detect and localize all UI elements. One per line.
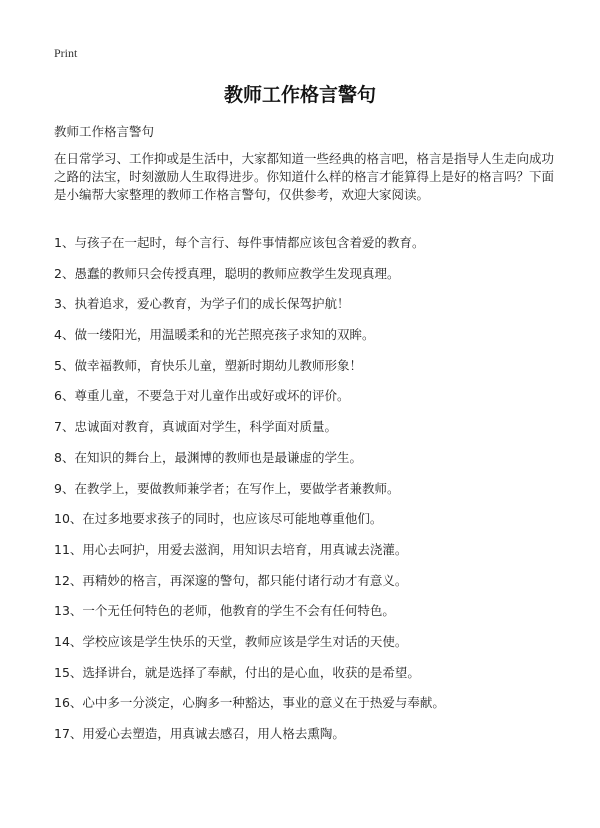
quote-item: 10、在过多地要求孩子的同时，也应该尽可能地尊重他们。 [54, 511, 383, 527]
quote-item: 16、心中多一分淡定，心胸多一种豁达，事业的意义在于热爱与奉献。 [54, 695, 445, 711]
quote-item: 3、执着追求，爱心教育，为学子们的成长保驾护航！ [54, 296, 350, 312]
quote-item: 17、用爱心去塑造，用真诚去感召，用人格去熏陶。 [54, 726, 345, 741]
quote-item: 11、用心去呵护，用爱去滋润，用知识去培育，用真诚去浇灌。 [54, 541, 408, 557]
quote-item: 7、忠诚面对教育，真诚面对学生，科学面对质量。 [54, 419, 337, 435]
intro-paragraph: 在日常学习、工作抑或是生活中，大家都知道一些经典的格言吧，格言是指导人生走向成功之路的法宝，时刻激励人生取得进步。你知道什么样的格言才能算得上是好的格言吗？下面是小编帮大家整理的教师工作格言警句，仅供参考，欢迎大家阅读。 [54, 151, 555, 202]
quote-item: 6、尊重儿童，不要急于对儿童作出或好或坏的评价。 [54, 388, 350, 404]
quote-item: 9、在教学上，要做教师兼学者；在写作上，要做学者兼教师。 [54, 480, 400, 496]
quote-item: 5、做幸福教师，育快乐儿童，塑新时期幼儿教师形象！ [54, 357, 362, 373]
article-subtitle: 教师工作格言警句 [54, 124, 155, 139]
quote-item: 8、在知识的舞台上，最渊博的教师也是最谦虚的学生。 [54, 449, 362, 465]
quote-item: 12、再精妙的格言，再深邃的警句，都只能付诸行动才有意义。 [54, 572, 408, 588]
quote-item: 2、愚蠢的教师只会传授真理，聪明的教师应教学生发现真理。 [54, 265, 400, 281]
quote-list [54, 234, 574, 756]
quote-item: 13、一个无任何特色的老师，他教育的学生不会有任何特色。 [54, 603, 395, 619]
quote-item: 1、与孩子在一起时，每个言行、每件事情都应该包含着爱的教育。 [54, 235, 425, 250]
quote-item: 15、选择讲台，就是选择了奉献，付出的是心血，收获的是希望。 [54, 664, 420, 680]
quote-item: 14、学校应该是学生快乐的天堂，教师应该是学生对话的天使。 [54, 633, 408, 649]
print-link[interactable]: Print [54, 46, 78, 60]
quote-item: 4、做一缕阳光，用温暖柔和的光芒照亮孩子求知的双眸。 [54, 327, 375, 343]
page-title: 教师工作格言警句 [223, 84, 376, 106]
